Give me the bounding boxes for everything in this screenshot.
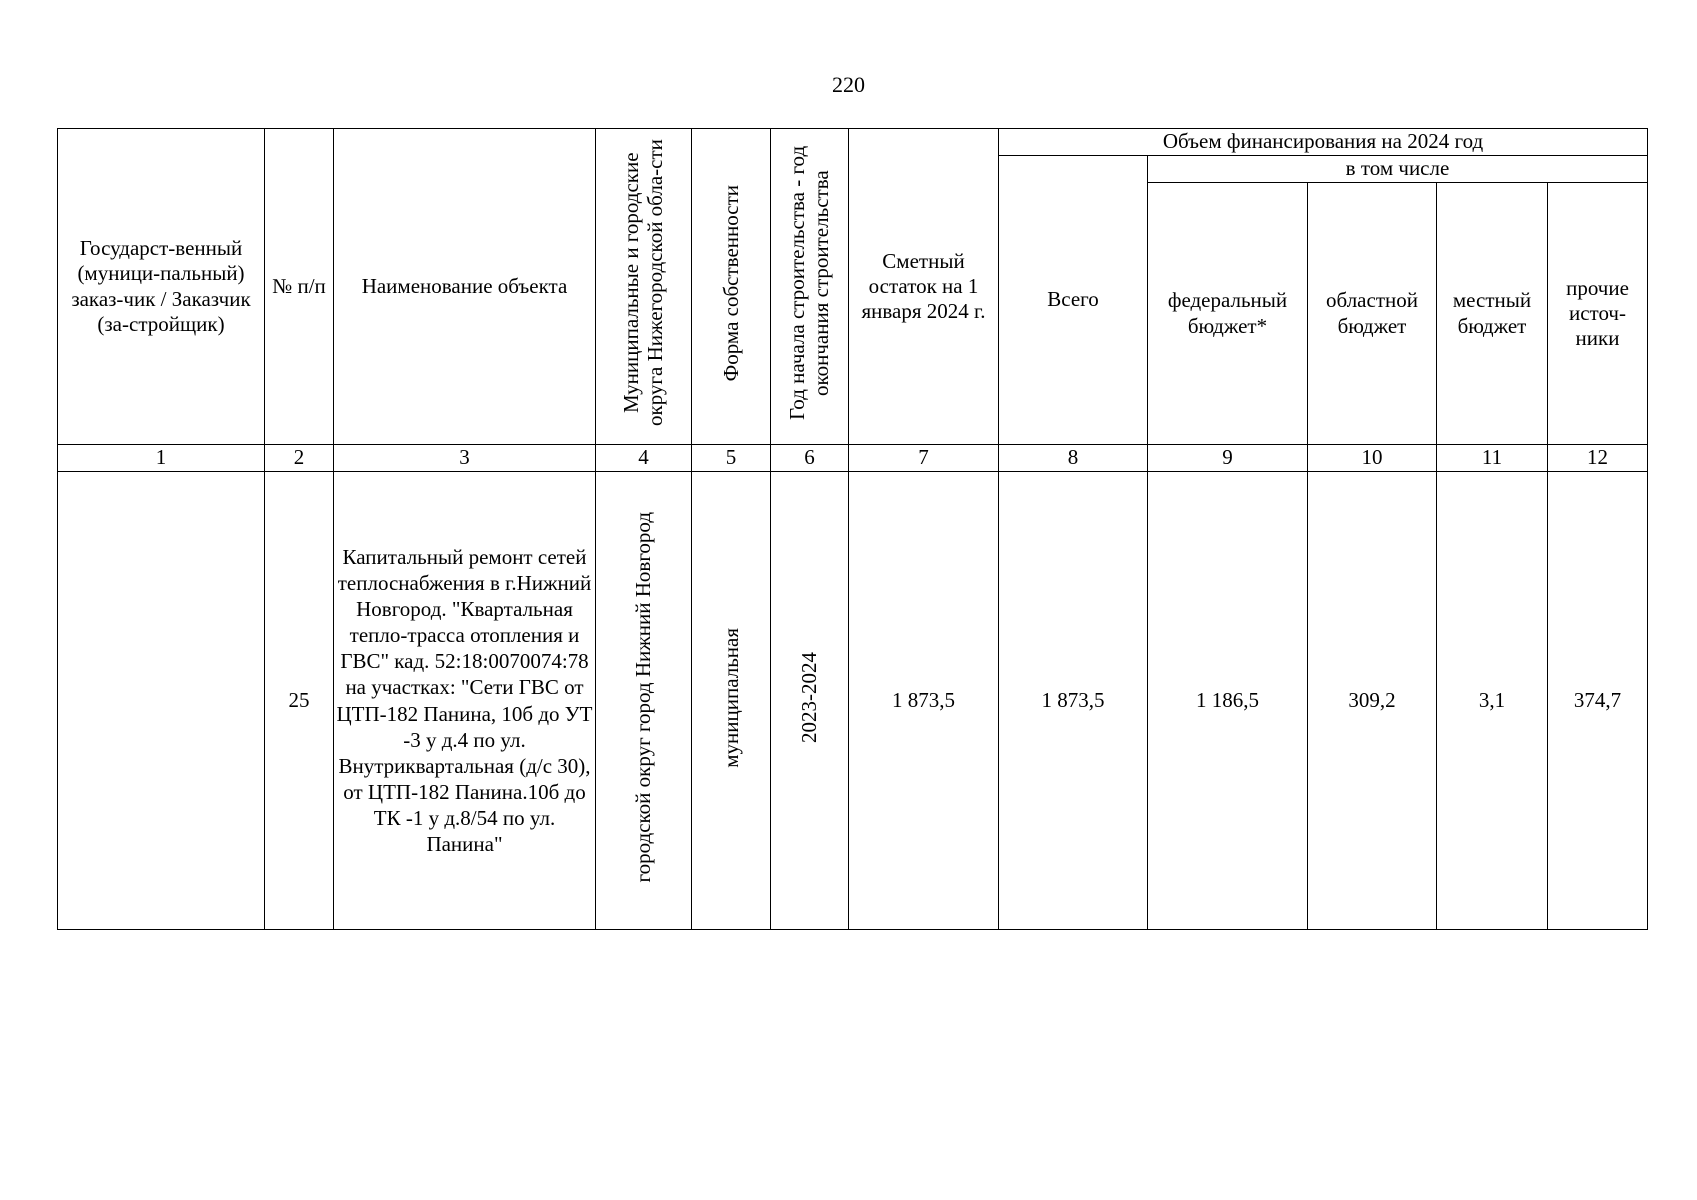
column-number: 5 — [692, 445, 771, 472]
row-customer — [58, 472, 265, 930]
column-number: 2 — [265, 445, 334, 472]
header-including: в том числе — [1148, 156, 1648, 183]
row-object-name: Капитальный ремонт сетей теплоснабжения в г.Нижний Новгород. "Квартальная тепло-трасса отопления и ГВС" кад. 52:18:0070074:78 на участках: "Сети ГВС от ЦТП-182 Панина, 10б до УТ -3 у д.4 по ул. Внутриквартальная (д/с 30), от ЦТП-182 Панина.10б до ТК -1 у д.8/54 по ул. Панина" — [334, 472, 596, 930]
column-number: 12 — [1548, 445, 1648, 472]
column-number: 8 — [999, 445, 1148, 472]
column-numbers-row — [58, 445, 1648, 472]
row-municipality: городской округ город Нижний Новгород — [631, 512, 656, 883]
header-funding-group: Объем финансирования на 2024 год — [999, 129, 1648, 156]
row-ownership-cell — [692, 472, 771, 930]
row-num: 25 — [265, 472, 334, 930]
header-years: Год начала строительства - год окончания строительства — [785, 146, 834, 421]
column-number: 10 — [1308, 445, 1437, 472]
row-years: 2023-2024 — [797, 651, 822, 743]
header-federal: федеральный бюджет* — [1148, 183, 1308, 445]
header-total: Всего — [999, 156, 1148, 445]
header-local: местный бюджет — [1437, 183, 1548, 445]
header-ownership: Форма собственности — [718, 185, 743, 382]
row-ownership: муниципальная — [718, 627, 743, 768]
header-municipality-cell — [596, 129, 692, 445]
header-balance: Сметный остаток на 1 января 2024 г. — [849, 129, 999, 445]
row-years-cell — [771, 472, 849, 930]
column-number: 11 — [1437, 445, 1548, 472]
header-years-cell — [771, 129, 849, 445]
column-number: 4 — [596, 445, 692, 472]
row-other: 374,7 — [1548, 472, 1648, 930]
header-regional: областной бюджет — [1308, 183, 1437, 445]
header-other: прочие источ-ники — [1548, 183, 1648, 445]
row-local: 3,1 — [1437, 472, 1548, 930]
row-regional: 309,2 — [1308, 472, 1437, 930]
financing-table — [57, 128, 1648, 930]
header-object-name: Наименование объекта — [334, 129, 596, 445]
column-number: 1 — [58, 445, 265, 472]
row-federal: 1 186,5 — [1148, 472, 1308, 930]
page-number: 220 — [832, 72, 865, 97]
header-ownership-cell — [692, 129, 771, 445]
header-customer: Государст-венный (муници-пальный) заказ-чик / Заказчик (за-стройщик) — [58, 129, 265, 445]
header-num: № п/п — [265, 129, 334, 445]
column-number: 7 — [849, 445, 999, 472]
column-number: 6 — [771, 445, 849, 472]
row-total: 1 873,5 — [999, 472, 1148, 930]
header-municipality: Муниципальные и городские округа Нижегородской обла-сти — [619, 139, 668, 427]
column-number: 9 — [1148, 445, 1308, 472]
table-row — [58, 472, 1648, 930]
row-municipality-cell — [596, 472, 692, 930]
row-balance: 1 873,5 — [849, 472, 999, 930]
column-number: 3 — [334, 445, 596, 472]
